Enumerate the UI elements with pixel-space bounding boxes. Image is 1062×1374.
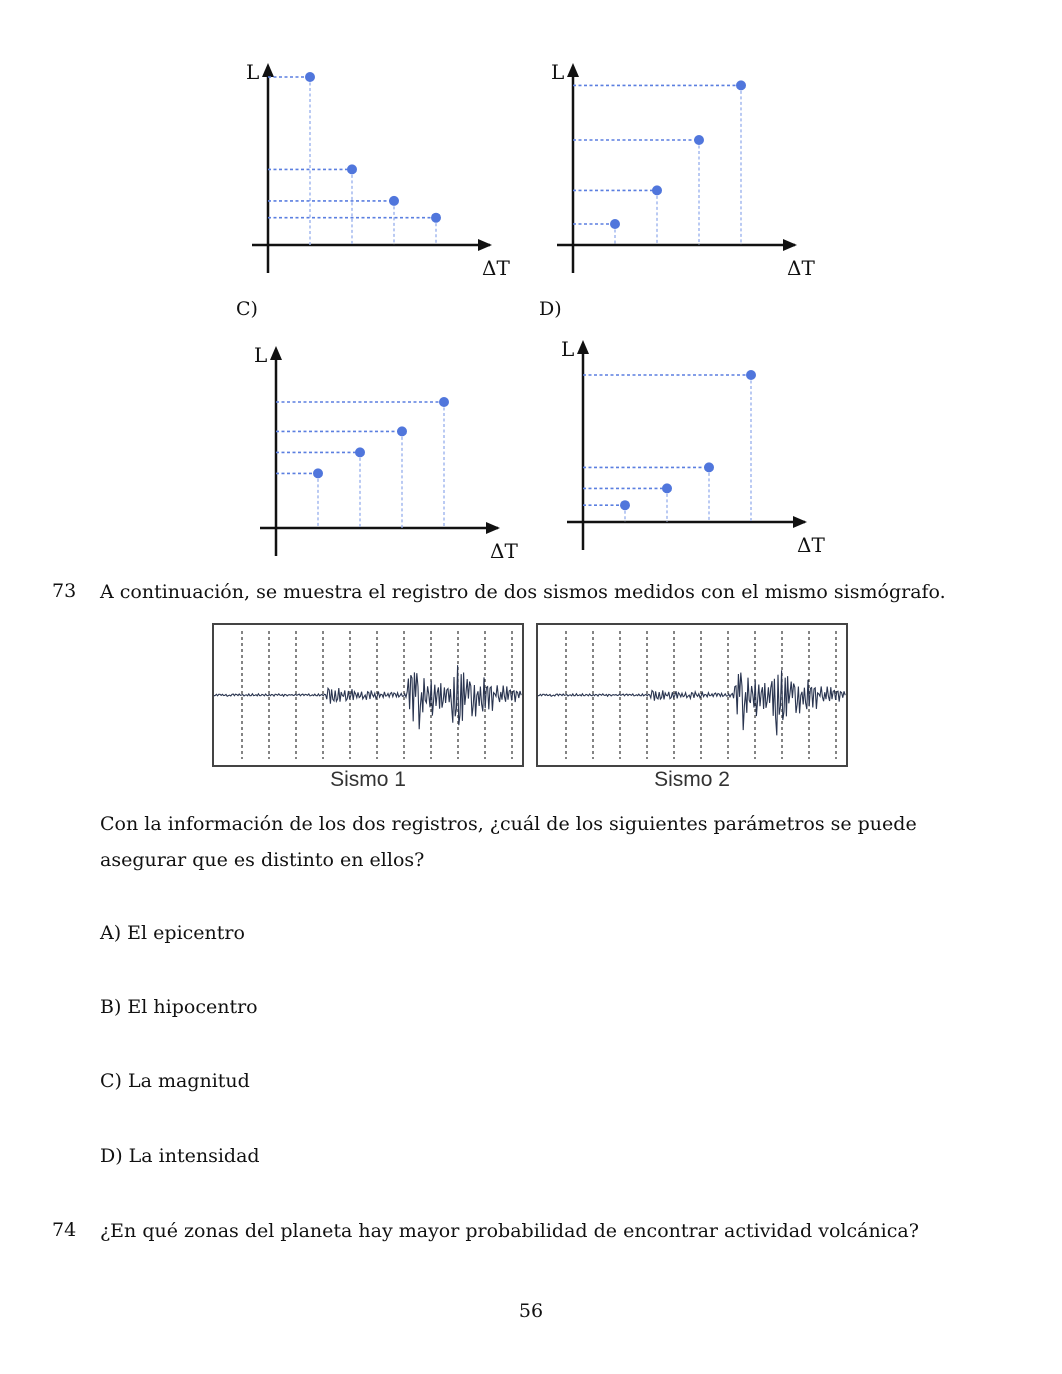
- y-axis-label: L: [561, 337, 575, 361]
- data-point: [313, 468, 323, 478]
- data-point: [610, 219, 620, 229]
- answer-option-b: B) El hipocentro: [100, 996, 258, 1018]
- x-axis-arrow: [783, 239, 797, 251]
- x-axis-label: ΔT: [787, 256, 815, 280]
- data-point: [355, 447, 365, 457]
- seismogram-2-caption: Sismo 2: [654, 768, 730, 791]
- y-axis-arrow: [577, 340, 589, 354]
- graph-bottom-right: [555, 332, 845, 562]
- waveform: [214, 665, 521, 729]
- question-74-text: ¿En qué zonas del planeta hay mayor probabilidad de encontrar actividad volcánica?: [100, 1220, 919, 1242]
- question-73-intro: A continuación, se muestra el registro de dos sismos medidos con el mismo sismógrafo.: [100, 581, 946, 603]
- data-point: [347, 164, 357, 174]
- waveform: [538, 670, 845, 735]
- x-axis-label: ΔT: [482, 256, 510, 280]
- seismogram-2-trace: [538, 625, 846, 765]
- data-point: [704, 462, 714, 472]
- x-axis-arrow: [478, 239, 492, 251]
- question-74-number: 74: [52, 1219, 77, 1241]
- data-point: [694, 135, 704, 145]
- y-axis-arrow: [567, 63, 579, 77]
- data-point: [439, 397, 449, 407]
- answer-option-d: D) La intensidad: [100, 1145, 260, 1167]
- answer-option-c: C) La magnitud: [100, 1070, 250, 1092]
- x-axis-arrow: [793, 516, 807, 528]
- graph-top-left: [240, 55, 530, 285]
- y-axis-label: L: [254, 343, 268, 367]
- y-axis-label: L: [246, 60, 260, 84]
- x-axis-label: ΔT: [490, 539, 518, 563]
- option-c-label: C): [236, 298, 258, 320]
- data-point: [736, 80, 746, 90]
- data-point: [431, 213, 441, 223]
- seismogram-1-caption: Sismo 1: [330, 768, 406, 791]
- graph-bottom-left: [248, 338, 538, 568]
- data-point: [746, 370, 756, 380]
- data-point: [662, 483, 672, 493]
- data-point: [652, 185, 662, 195]
- y-axis-label: L: [551, 60, 565, 84]
- question-73-text: Con la información de los dos registros, ¿cuál de los siguientes parámetros se puede asegurar que es distinto en ellos?: [100, 813, 917, 871]
- seismogram-2: [536, 623, 848, 767]
- y-axis-arrow: [270, 346, 282, 360]
- data-point: [389, 196, 399, 206]
- data-point: [305, 72, 315, 82]
- seismogram-1-trace: [214, 625, 522, 765]
- x-axis-label: ΔT: [797, 533, 825, 557]
- seismogram-1: [212, 623, 524, 767]
- answer-option-a: A) El epicentro: [100, 922, 245, 944]
- graph-top-right: [545, 55, 835, 285]
- page-number: 56: [518, 1300, 544, 1322]
- question-73-number: 73: [52, 580, 77, 602]
- y-axis-arrow: [262, 63, 274, 77]
- data-point: [397, 426, 407, 436]
- x-axis-arrow: [486, 522, 500, 534]
- option-d-label: D): [539, 298, 562, 320]
- data-point: [620, 500, 630, 510]
